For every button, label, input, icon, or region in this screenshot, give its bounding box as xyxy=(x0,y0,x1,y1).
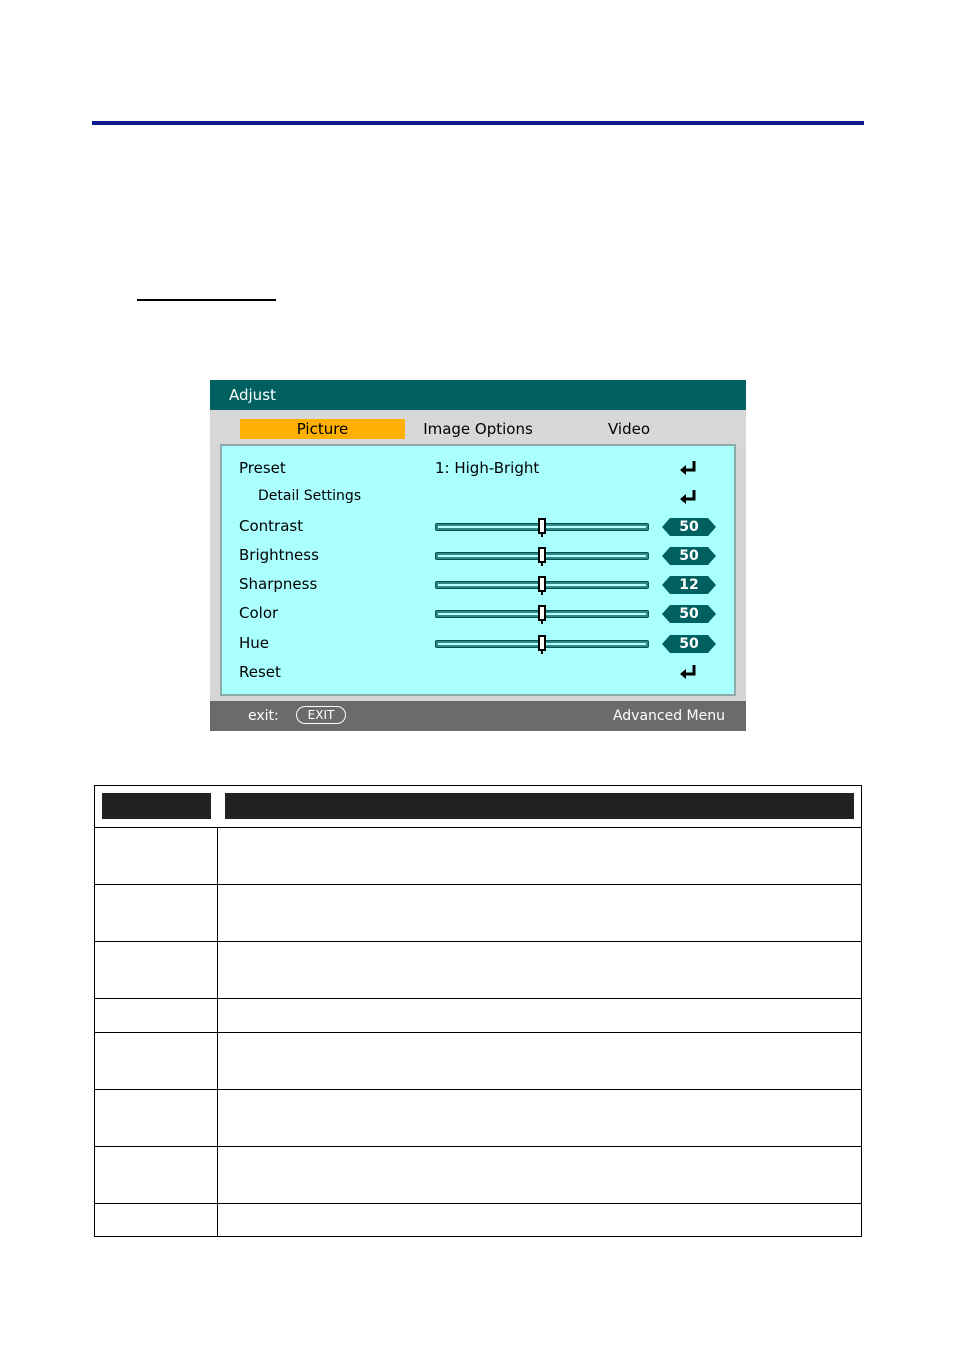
preset-label: Preset xyxy=(239,459,286,477)
color-label: Color xyxy=(239,604,279,622)
slider-tick xyxy=(541,591,543,595)
enter-icon[interactable] xyxy=(678,458,700,478)
menu-title: Adjust xyxy=(229,386,276,404)
hue-label: Hue xyxy=(239,634,270,652)
settings-panel xyxy=(220,444,736,696)
table-row-divider xyxy=(95,998,861,999)
advanced-menu-label: Advanced Menu xyxy=(612,708,725,724)
reset-label: Reset xyxy=(239,663,281,681)
hue-value: 50 xyxy=(679,636,699,652)
slider-tick xyxy=(541,533,543,537)
adjust-menu xyxy=(210,380,746,731)
brightness-label: Brightness xyxy=(239,546,319,564)
table-row-divider xyxy=(95,884,861,885)
sharpness-label: Sharpness xyxy=(239,575,318,593)
row-hue[interactable] xyxy=(222,631,734,657)
color-value: 50 xyxy=(679,606,699,622)
tab-bar xyxy=(210,410,746,444)
table-header-description xyxy=(225,793,854,819)
sharpness-value: 12 xyxy=(679,577,699,593)
enter-icon[interactable] xyxy=(678,487,700,507)
slider-knob[interactable] xyxy=(538,576,546,592)
menu-title-bar xyxy=(210,380,746,410)
slider-knob[interactable] xyxy=(538,635,546,651)
table-header-item xyxy=(102,793,211,819)
row-detail-settings[interactable] xyxy=(222,485,734,511)
row-sharpness[interactable] xyxy=(222,572,734,598)
slider-knob[interactable] xyxy=(538,547,546,563)
menu-footer xyxy=(210,701,746,731)
brightness-value: 50 xyxy=(679,548,699,564)
top-rule xyxy=(92,121,864,125)
table-row-divider xyxy=(95,827,861,828)
table-row-divider xyxy=(95,1203,861,1204)
enter-icon[interactable] xyxy=(678,662,700,682)
exit-label: exit: xyxy=(248,708,279,724)
tab-picture[interactable]: Picture xyxy=(240,419,405,439)
slider-tick xyxy=(541,620,543,624)
row-color[interactable] xyxy=(222,601,734,627)
slider-tick xyxy=(541,650,543,654)
detail-settings-label: Detail Settings xyxy=(258,488,362,504)
table-row-divider xyxy=(95,1032,861,1033)
settings-table xyxy=(94,785,862,1237)
row-contrast[interactable] xyxy=(222,514,734,540)
row-preset[interactable] xyxy=(222,456,734,482)
exit-button[interactable]: EXIT xyxy=(296,706,346,724)
row-reset[interactable] xyxy=(222,660,734,686)
contrast-label: Contrast xyxy=(239,517,304,535)
preset-value: 1: High-Bright xyxy=(435,459,540,477)
slider-knob[interactable] xyxy=(538,605,546,621)
table-row-divider xyxy=(95,1146,861,1147)
tab-image-options[interactable]: Image Options xyxy=(423,420,533,438)
tab-video[interactable]: Video xyxy=(607,420,651,438)
table-row-divider xyxy=(95,1089,861,1090)
table-row-divider xyxy=(95,941,861,942)
slider-tick xyxy=(541,562,543,566)
heading-underline xyxy=(137,299,276,301)
contrast-value: 50 xyxy=(679,519,699,535)
row-brightness[interactable] xyxy=(222,543,734,569)
slider-knob[interactable] xyxy=(538,518,546,534)
